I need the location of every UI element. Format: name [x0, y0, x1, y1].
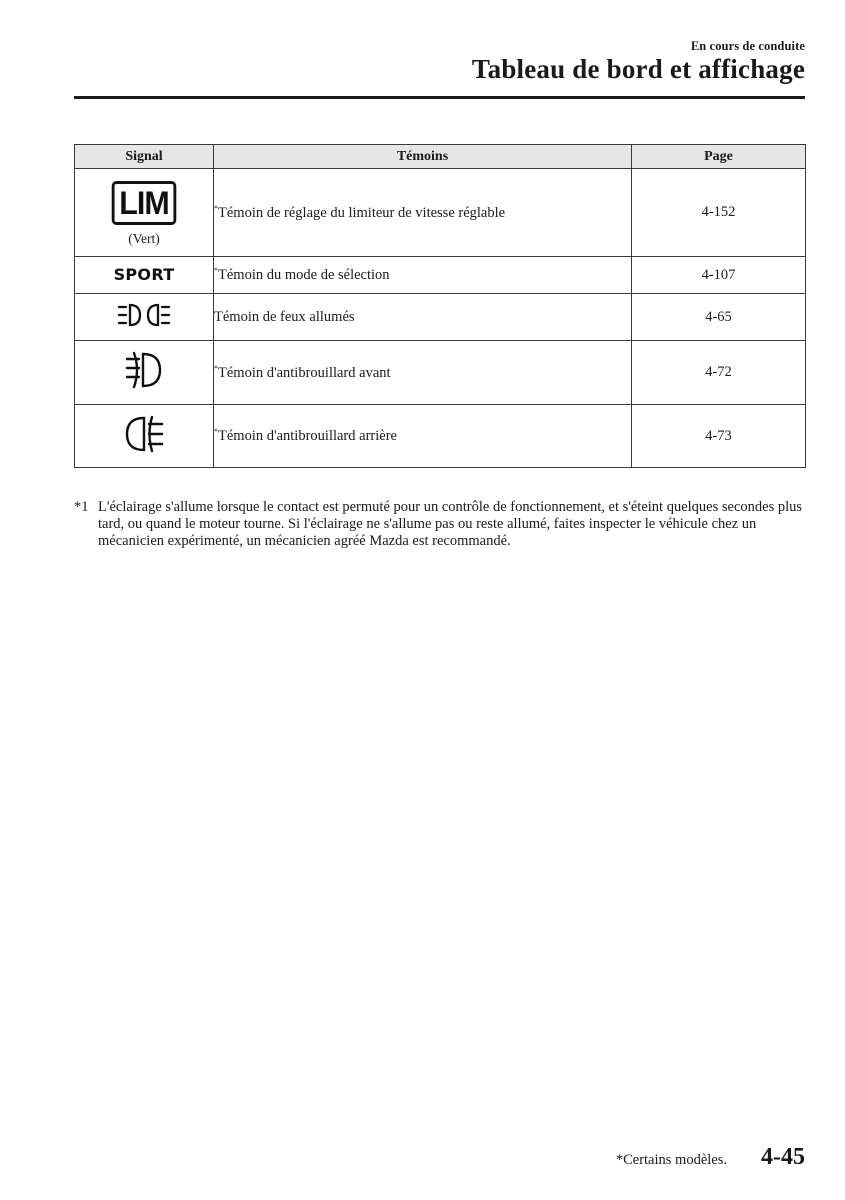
- asterisk-mark: *: [214, 427, 218, 436]
- signal-cell: [75, 169, 214, 257]
- page-cell: 4-152: [632, 169, 806, 257]
- page-number: 4-45: [761, 1144, 805, 1170]
- table-row: [75, 405, 806, 468]
- signal-caption: (Vert): [128, 230, 160, 246]
- column-header-temoins: Témoins: [214, 145, 632, 169]
- asterisk-mark: *: [214, 203, 218, 213]
- column-header-page: Page: [632, 145, 806, 169]
- table-header-row: [75, 145, 806, 169]
- sport-text-icon: SPORT: [113, 265, 175, 284]
- signal-cell: [75, 257, 214, 294]
- page-cell: 4-72: [632, 341, 806, 405]
- table-row: [75, 341, 806, 405]
- description-text: Témoin de réglage du limiteur de vitesse réglable: [218, 204, 506, 221]
- warning-lights-table: [74, 144, 806, 468]
- column-header-signal: Signal: [75, 145, 214, 169]
- lim-icon: LIM: [112, 181, 177, 225]
- models-note: *Certains modèles.: [615, 1152, 727, 1168]
- page-cell: 4-73: [632, 405, 806, 468]
- description-text: Témoin du mode de sélection: [218, 267, 390, 283]
- description-cell: [214, 341, 632, 405]
- signal-cell: [75, 294, 214, 341]
- table-row: [75, 294, 806, 341]
- footnote: [74, 499, 809, 550]
- description-cell: [214, 405, 632, 468]
- table-row: [75, 257, 806, 294]
- signal-cell: [75, 405, 214, 468]
- asterisk-mark: *: [214, 266, 218, 275]
- footnote-text: L'éclairage s'allume lorsque le contact est permuté pour un contrôle de fonctionnement, et s'éteint quelques secondes plus tard, ou quand le moteur tourne. Si l'éclairage ne s'allume pas ou reste allumé, faites inspecter le véhicule chez un mécanicien expérimenté, un mécanicien agréé Mazda est recommandé.: [98, 499, 803, 549]
- rear-fog-light-icon: [123, 414, 165, 454]
- page-cell: 4-107: [632, 257, 806, 294]
- description-text: Témoin d'antibrouillard arrière: [218, 428, 397, 444]
- headlight-on-icon: [117, 302, 171, 328]
- description-cell: [214, 294, 632, 341]
- table-row: [75, 169, 806, 257]
- description-text: Témoin de feux allumés: [214, 308, 355, 325]
- front-fog-light-icon: [124, 350, 164, 390]
- footnote-marker: *1: [74, 499, 89, 515]
- description-cell: [214, 169, 632, 257]
- title-rule: [74, 96, 805, 99]
- section-label: En cours de conduite: [690, 39, 805, 53]
- page-cell: 4-65: [632, 294, 806, 341]
- signal-cell: [75, 341, 214, 405]
- page-title: Tableau de bord et affichage: [471, 54, 805, 84]
- description-cell: [214, 257, 632, 294]
- asterisk-mark: *: [214, 363, 218, 373]
- description-text: Témoin d'antibrouillard avant: [218, 364, 391, 381]
